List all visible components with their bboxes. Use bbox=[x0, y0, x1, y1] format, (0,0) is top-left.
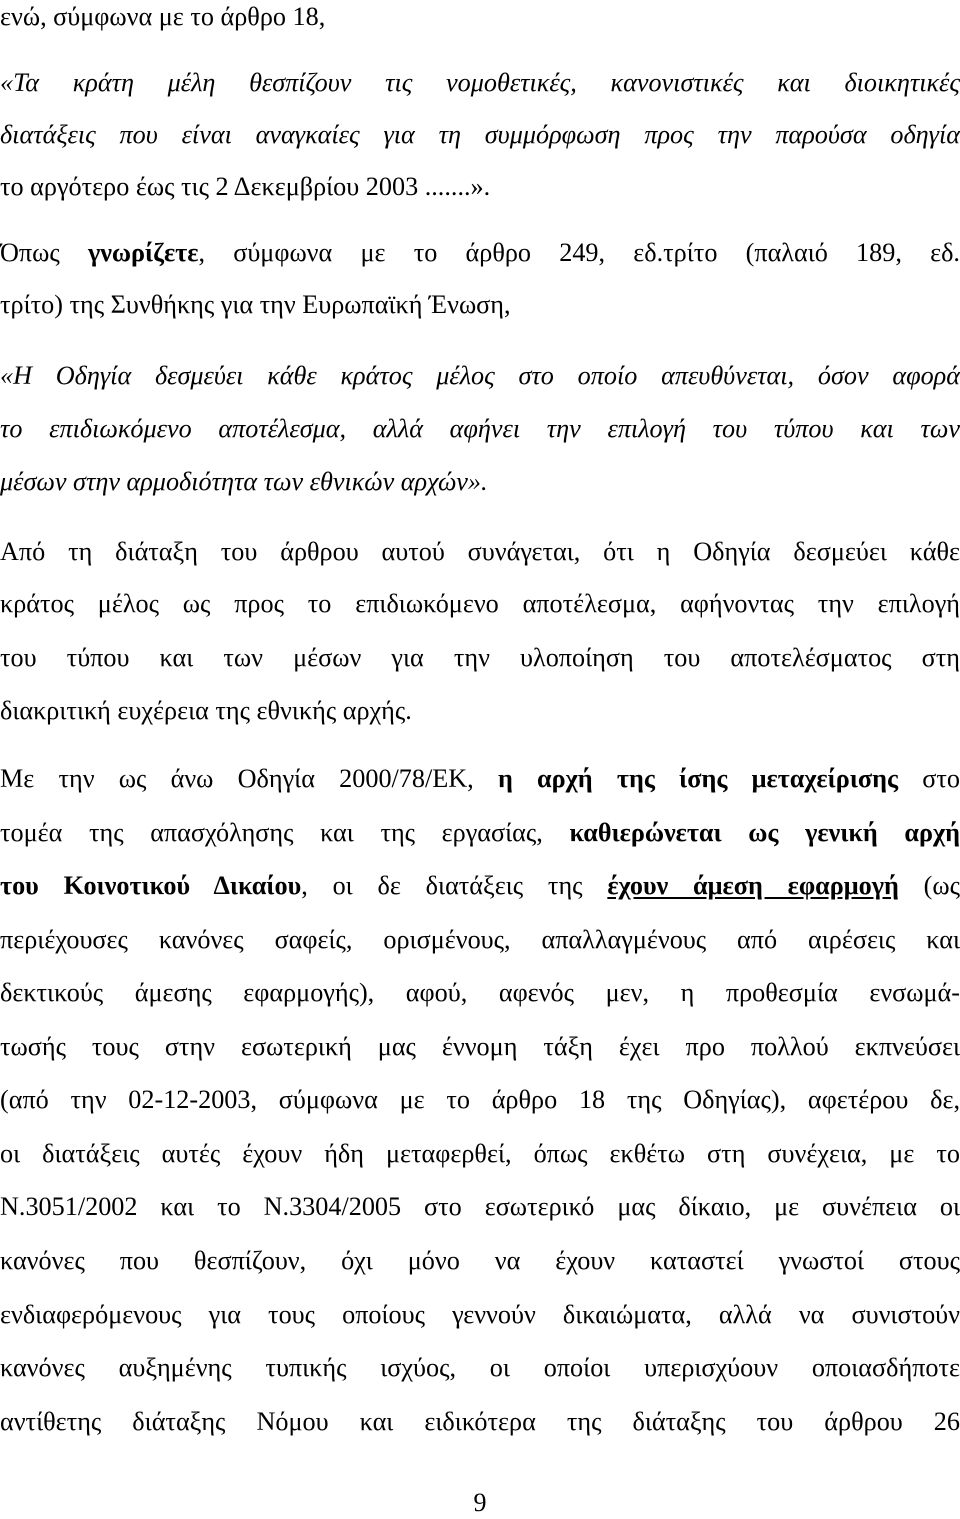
treaty-text: Όπως bbox=[0, 238, 88, 267]
para2-bold-underlined: έχουν άμεση εφαρμογή bbox=[607, 871, 899, 900]
para1-line: Από τη διάταξη του άρθρου αυτού συνάγεται, ότι η Οδηγία δεσμεύει κάθε bbox=[0, 537, 960, 566]
para2-text: Με την ως άνω Οδηγία 2000/78/ΕΚ, bbox=[0, 764, 498, 793]
treaty-text: , σύμφωνα με το άρθρο 249, εδ.τρίτο (παλαιό 189, εδ. bbox=[198, 238, 960, 267]
para2-line: περιέχουσες κανόνες σαφείς, ορισμένους, απαλλαγμένους από αιρέσεις και bbox=[0, 925, 960, 954]
treaty-line: τρίτο) της Συνθήκης για την Ευρωπαϊκή Ένωση, bbox=[0, 290, 511, 319]
treaty-line bbox=[0, 238, 960, 268]
quote2-line: «Η Οδηγία δεσμεύει κάθε κράτος μέλος στο οποίο απευθύνεται, όσον αφορά bbox=[0, 361, 960, 390]
para2-line: οι διατάξεις αυτές έχουν ήδη μεταφερθεί, όπως εκθέτω στη συνέχεια, με το bbox=[0, 1139, 960, 1168]
para2-line: τωσής τους στην εσωτερική μας έννομη τάξη έχει προ πολλού εκπνεύσει bbox=[0, 1032, 960, 1061]
para2-line: κανόνες αυξημένης τυπικής ισχύος, οι οποίοι υπερισχύουν οποιασδήποτε bbox=[0, 1353, 960, 1382]
para1-line: του τύπου και των μέσων για την υλοποίηση του αποτελέσματος στη bbox=[0, 643, 960, 672]
para2-line: δεκτικούς άμεσης εφαρμογής), αφού, αφενός μεν, η προθεσμία ενσωμά- bbox=[0, 978, 960, 1007]
para2-line bbox=[0, 818, 960, 848]
quote1-line: διατάξεις που είναι αναγκαίες για τη συμμόρφωση προς την παρούσα οδηγία bbox=[0, 120, 960, 149]
page-number: 9 bbox=[473, 1488, 487, 1517]
para2-line bbox=[0, 871, 960, 901]
treaty-bold: γνωρίζετε bbox=[87, 238, 199, 267]
para2-bold: καθιερώνεται ως γενική αρχή bbox=[569, 818, 960, 847]
para2-text: στο bbox=[898, 764, 960, 793]
para2-line bbox=[0, 764, 960, 794]
quote1-line: «Τα κράτη μέλη θεσπίζουν τις νομοθετικές, κανονιστικές και διοικητικές bbox=[0, 68, 960, 97]
para1-line: διακριτική ευχέρεια της εθνικής αρχής. bbox=[0, 696, 412, 725]
para2-line: (από την 02-12-2003, σύμφωνα με το άρθρο 18 της Οδηγίας), αφετέρου δε, bbox=[0, 1085, 960, 1114]
para1-line: κράτος μέλος ως προς το επιδιωκόμενο αποτέλεσμα, αφήνοντας την επιλογή bbox=[0, 589, 960, 618]
quote1-line: το αργότερο έως τις 2 Δεκεμβρίου 2003 .......». bbox=[0, 172, 491, 201]
intro-line: ενώ, σύμφωνα με το άρθρο 18, bbox=[0, 2, 326, 31]
quote2-line: μέσων στην αρμοδιότητα των εθνικών αρχών». bbox=[0, 467, 488, 496]
para2-line: ενδιαφερόμενους για τους οποίους γεννούν δικαιώματα, αλλά να συνιστούν bbox=[0, 1300, 960, 1329]
para2-text: (ως bbox=[898, 871, 960, 900]
para2-text: τομέα της απασχόλησης και της εργασίας, bbox=[0, 818, 570, 847]
para2-line: κανόνες που θεσπίζουν, όχι μόνο να έχουν καταστεί γνωστοί στους bbox=[0, 1246, 960, 1275]
para2-bold: η αρχή της ίσης μεταχείρισης bbox=[497, 764, 899, 793]
para2-bold: του Κοινοτικού Δικαίου bbox=[0, 871, 302, 900]
quote2-line: το επιδιωκόμενο αποτέλεσμα, αλλά αφήνει την επιλογή του τύπου και των bbox=[0, 414, 960, 443]
para2-line: Ν.3051/2002 και το Ν.3304/2005 στο εσωτερικό μας δίκαιο, με συνέπεια οι bbox=[0, 1192, 960, 1221]
para2-text: , οι δε διατάξεις της bbox=[301, 871, 608, 900]
para2-line: αντίθετης διάταξης Νόμου και ειδικότερα της διάταξης του άρθρου 26 bbox=[0, 1407, 960, 1436]
